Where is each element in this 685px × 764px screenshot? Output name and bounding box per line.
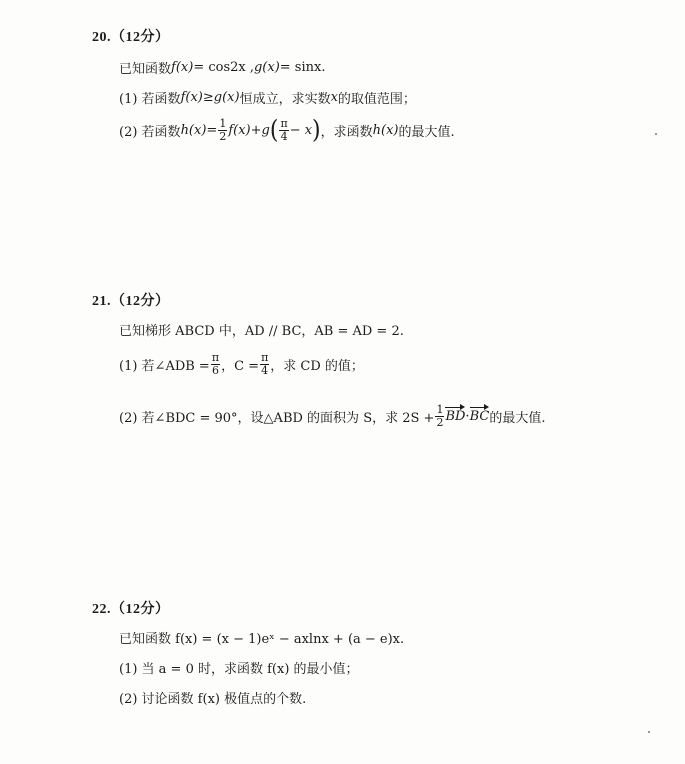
problem-21-given: 已知梯形 ABCD 中，AD // BC，AB = AD = 2. [119, 324, 404, 339]
problem-21-header: 21.（12分） [92, 294, 170, 309]
fraction-pi-over-6: $\frac{\pi}{6}$ [211, 351, 220, 377]
problem-21-part-1: (1) 若∠ADB = $\frac{\pi}{6}$ ，C = $\frac{\pi}{4}$ ，求 CD 的值； [119, 351, 364, 377]
problem-20-given: 已知函数 f(x) = cos2x , g(x) = sinx. [119, 60, 326, 77]
scan-speck [648, 731, 650, 733]
problem-22-part-2: (2) 讨论函数 f(x) 极值点的个数. [119, 692, 307, 707]
fraction-one-half: $\frac{1}{2}$ [436, 403, 444, 429]
problem-21-part-2: (2) 若∠BDC = 90°，设△ABD 的面积为 S，求 2S + $\frac{1}{2}$ BD · BC 的最大值. [119, 403, 546, 429]
problem-20-part-1: (1) 若函数 f(x) ≥ g(x) 恒成立，求实数 x 的取值范围； [119, 90, 416, 107]
problem-20-part-2: (2) 若函数 h(x) = $\frac{1}{2}$ f(x) + g ( $\frac{\pi}{4}$ − x ) ，求函数 h(x) 的最大值. [119, 115, 455, 145]
fraction-pi-over-4: $\frac{\pi}{4}$ [261, 351, 269, 377]
problem-20-header: 20.（12分） [92, 30, 170, 45]
fraction-one-half: $\frac{1}{2}$ [219, 117, 227, 143]
problem-22-part-1: (1) 当 a = 0 时，求函数 f(x) 的最小值； [119, 662, 359, 677]
vector-bc: BC [469, 409, 490, 424]
problem-22-header: 22.（12分） [92, 602, 170, 617]
fraction-pi-over-4: $\frac{\pi}{4}$ [280, 117, 288, 143]
vector-bd: BD [445, 409, 466, 424]
scan-speck [655, 133, 657, 135]
problem-22-given: 已知函数 f(x) = (x − 1)eˣ − axlnx + (a − e)x. [119, 632, 405, 647]
